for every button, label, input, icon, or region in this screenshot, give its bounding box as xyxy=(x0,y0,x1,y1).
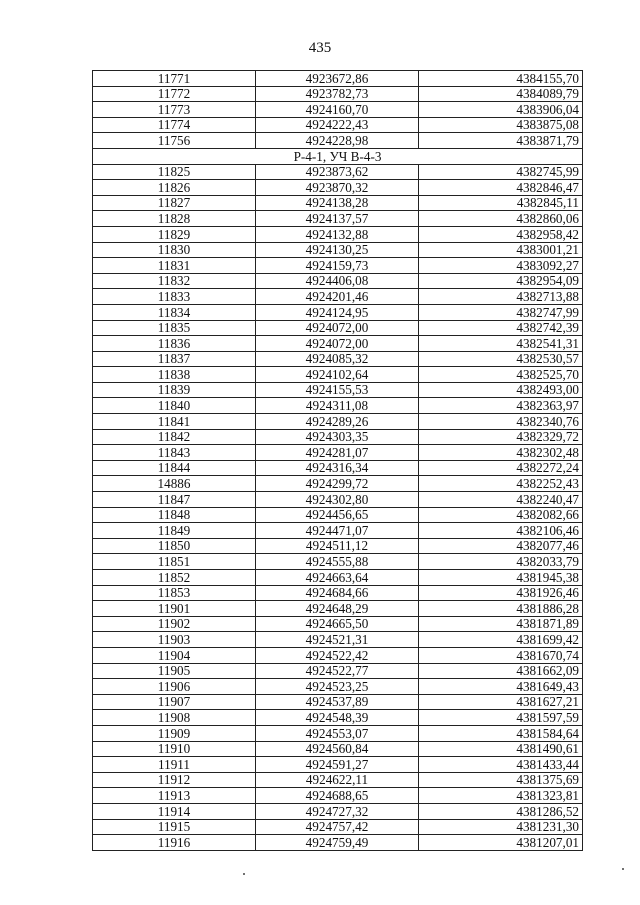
y-coordinate-cell: 4382958,42 xyxy=(419,226,583,242)
x-coordinate-cell: 4924289,26 xyxy=(256,414,419,430)
y-coordinate-cell: 4382302,48 xyxy=(419,445,583,461)
y-coordinate-cell: 4382329,72 xyxy=(419,429,583,445)
y-coordinate-cell: 4381945,38 xyxy=(419,570,583,586)
x-coordinate-cell: 4924648,29 xyxy=(256,601,419,617)
table-row xyxy=(93,476,583,492)
x-coordinate-cell: 4924759,49 xyxy=(256,835,419,851)
y-coordinate-cell: 4381231,30 xyxy=(419,819,583,835)
x-coordinate-cell: 4924684,66 xyxy=(256,585,419,601)
point-number-cell: 11906 xyxy=(93,679,256,695)
x-coordinate-cell: 4924471,07 xyxy=(256,523,419,539)
point-number-cell: 11853 xyxy=(93,585,256,601)
y-coordinate-cell: 4381597,59 xyxy=(419,710,583,726)
y-coordinate-cell: 4381323,81 xyxy=(419,788,583,804)
table-row xyxy=(93,195,583,211)
x-coordinate-cell: 4924302,80 xyxy=(256,492,419,508)
y-coordinate-cell: 4382525,70 xyxy=(419,367,583,383)
y-coordinate-cell: 4382272,24 xyxy=(419,460,583,476)
point-number-cell: 11844 xyxy=(93,460,256,476)
y-coordinate-cell: 4383875,08 xyxy=(419,117,583,133)
table-row xyxy=(93,164,583,180)
section-header-row xyxy=(93,148,583,164)
table-row xyxy=(93,273,583,289)
x-coordinate-cell: 4924757,42 xyxy=(256,819,419,835)
y-coordinate-cell: 4382363,97 xyxy=(419,398,583,414)
x-coordinate-cell: 4924456,65 xyxy=(256,507,419,523)
y-coordinate-cell: 4381662,09 xyxy=(419,663,583,679)
x-coordinate-cell: 4924548,39 xyxy=(256,710,419,726)
point-number-cell: 11840 xyxy=(93,398,256,414)
x-coordinate-cell: 4924521,31 xyxy=(256,632,419,648)
point-number-cell: 11842 xyxy=(93,429,256,445)
table-row xyxy=(93,819,583,835)
y-coordinate-cell: 4382713,88 xyxy=(419,289,583,305)
table-row xyxy=(93,258,583,274)
point-number-cell: 11851 xyxy=(93,554,256,570)
x-coordinate-cell: 4924553,07 xyxy=(256,725,419,741)
y-coordinate-cell: 4384155,70 xyxy=(419,71,583,87)
table-row xyxy=(93,429,583,445)
y-coordinate-cell: 4382845,11 xyxy=(419,195,583,211)
y-coordinate-cell: 4381584,64 xyxy=(419,725,583,741)
table-row xyxy=(93,351,583,367)
x-coordinate-cell: 4924159,73 xyxy=(256,258,419,274)
point-number-cell: 11904 xyxy=(93,647,256,663)
point-number-cell: 11835 xyxy=(93,320,256,336)
y-coordinate-cell: 4382340,76 xyxy=(419,414,583,430)
point-number-cell: 11839 xyxy=(93,382,256,398)
table-row xyxy=(93,570,583,586)
x-coordinate-cell: 4924522,42 xyxy=(256,647,419,663)
x-coordinate-cell: 4924299,72 xyxy=(256,476,419,492)
point-number-cell: 11826 xyxy=(93,180,256,196)
x-coordinate-cell: 4924228,98 xyxy=(256,133,419,149)
table-row xyxy=(93,679,583,695)
table-row xyxy=(93,133,583,149)
point-number-cell: 11827 xyxy=(93,195,256,211)
y-coordinate-cell: 4382033,79 xyxy=(419,554,583,570)
x-coordinate-cell: 4924406,08 xyxy=(256,273,419,289)
y-coordinate-cell: 4382077,46 xyxy=(419,538,583,554)
point-number-cell: 11911 xyxy=(93,757,256,773)
table-row xyxy=(93,757,583,773)
y-coordinate-cell: 4382747,99 xyxy=(419,304,583,320)
table-row xyxy=(93,741,583,757)
x-coordinate-cell: 4924311,08 xyxy=(256,398,419,414)
x-coordinate-cell: 4924222,43 xyxy=(256,117,419,133)
x-coordinate-cell: 4924303,35 xyxy=(256,429,419,445)
point-number-cell: 11903 xyxy=(93,632,256,648)
table-row xyxy=(93,507,583,523)
table-row xyxy=(93,242,583,258)
y-coordinate-cell: 4381670,74 xyxy=(419,647,583,663)
point-number-cell: 11901 xyxy=(93,601,256,617)
point-number-cell: 11837 xyxy=(93,351,256,367)
point-number-cell: 11915 xyxy=(93,819,256,835)
point-number-cell: 11771 xyxy=(93,71,256,87)
y-coordinate-cell: 4382240,47 xyxy=(419,492,583,508)
point-number-cell: 11849 xyxy=(93,523,256,539)
point-number-cell: 11834 xyxy=(93,304,256,320)
y-coordinate-cell: 4381871,89 xyxy=(419,616,583,632)
x-coordinate-cell: 4924316,34 xyxy=(256,460,419,476)
y-coordinate-cell: 4381649,43 xyxy=(419,679,583,695)
table-row xyxy=(93,647,583,663)
table-row xyxy=(93,86,583,102)
y-coordinate-cell: 4382493,00 xyxy=(419,382,583,398)
x-coordinate-cell: 4924622,11 xyxy=(256,772,419,788)
coordinates-table-body xyxy=(93,71,583,851)
table-row xyxy=(93,180,583,196)
table-row xyxy=(93,102,583,118)
point-number-cell: 11910 xyxy=(93,741,256,757)
x-coordinate-cell: 4924537,89 xyxy=(256,694,419,710)
x-coordinate-cell: 4924727,32 xyxy=(256,803,419,819)
point-number-cell: 11836 xyxy=(93,336,256,352)
y-coordinate-cell: 4382082,66 xyxy=(419,507,583,523)
table-row xyxy=(93,414,583,430)
table-row xyxy=(93,304,583,320)
point-number-cell: 11852 xyxy=(93,570,256,586)
point-number-cell: 11828 xyxy=(93,211,256,227)
x-coordinate-cell: 4924072,00 xyxy=(256,336,419,352)
point-number-cell: 11829 xyxy=(93,226,256,242)
point-number-cell: 11833 xyxy=(93,289,256,305)
x-coordinate-cell: 4924663,64 xyxy=(256,570,419,586)
table-row xyxy=(93,772,583,788)
x-coordinate-cell: 4923873,62 xyxy=(256,164,419,180)
x-coordinate-cell: 4924665,50 xyxy=(256,616,419,632)
table-row xyxy=(93,211,583,227)
y-coordinate-cell: 4383906,04 xyxy=(419,102,583,118)
point-number-cell: 11912 xyxy=(93,772,256,788)
y-coordinate-cell: 4381926,46 xyxy=(419,585,583,601)
table-row xyxy=(93,226,583,242)
table-row xyxy=(93,289,583,305)
point-number-cell: 11832 xyxy=(93,273,256,289)
x-coordinate-cell: 4924124,95 xyxy=(256,304,419,320)
point-number-cell: 11830 xyxy=(93,242,256,258)
x-coordinate-cell: 4924138,28 xyxy=(256,195,419,211)
point-number-cell: 11908 xyxy=(93,710,256,726)
table-row xyxy=(93,445,583,461)
y-coordinate-cell: 4382742,39 xyxy=(419,320,583,336)
point-number-cell: 11913 xyxy=(93,788,256,804)
y-coordinate-cell: 4381375,69 xyxy=(419,772,583,788)
table-row xyxy=(93,398,583,414)
x-coordinate-cell: 4924160,70 xyxy=(256,102,419,118)
scan-speck xyxy=(243,873,245,875)
point-number-cell: 11825 xyxy=(93,164,256,180)
point-number-cell: 11772 xyxy=(93,86,256,102)
scan-speck xyxy=(622,868,624,870)
x-coordinate-cell: 4924201,46 xyxy=(256,289,419,305)
table-row xyxy=(93,117,583,133)
coordinates-table xyxy=(92,70,583,851)
point-number-cell: 11841 xyxy=(93,414,256,430)
table-row xyxy=(93,523,583,539)
y-coordinate-cell: 4382846,47 xyxy=(419,180,583,196)
y-coordinate-cell: 4382745,99 xyxy=(419,164,583,180)
y-coordinate-cell: 4381627,21 xyxy=(419,694,583,710)
table-row xyxy=(93,336,583,352)
page-number: 435 xyxy=(308,40,332,56)
x-coordinate-cell: 4924281,07 xyxy=(256,445,419,461)
x-coordinate-cell: 4924560,84 xyxy=(256,741,419,757)
x-coordinate-cell: 4923672,86 xyxy=(256,71,419,87)
point-number-cell: 11909 xyxy=(93,725,256,741)
point-number-cell: 11905 xyxy=(93,663,256,679)
y-coordinate-cell: 4382106,46 xyxy=(419,523,583,539)
y-coordinate-cell: 4381886,28 xyxy=(419,601,583,617)
x-coordinate-cell: 4924102,64 xyxy=(256,367,419,383)
x-coordinate-cell: 4924137,57 xyxy=(256,211,419,227)
point-number-cell: 11848 xyxy=(93,507,256,523)
table-row xyxy=(93,725,583,741)
table-row xyxy=(93,71,583,87)
point-number-cell: 11838 xyxy=(93,367,256,383)
table-row xyxy=(93,585,583,601)
y-coordinate-cell: 4383871,79 xyxy=(419,133,583,149)
point-number-cell: 11843 xyxy=(93,445,256,461)
table-row xyxy=(93,382,583,398)
table-row xyxy=(93,694,583,710)
point-number-cell: 11850 xyxy=(93,538,256,554)
x-coordinate-cell: 4924155,53 xyxy=(256,382,419,398)
y-coordinate-cell: 4384089,79 xyxy=(419,86,583,102)
y-coordinate-cell: 4381286,52 xyxy=(419,803,583,819)
x-coordinate-cell: 4924132,88 xyxy=(256,226,419,242)
y-coordinate-cell: 4381207,01 xyxy=(419,835,583,851)
x-coordinate-cell: 4923782,73 xyxy=(256,86,419,102)
point-number-cell: 11847 xyxy=(93,492,256,508)
x-coordinate-cell: 4923870,32 xyxy=(256,180,419,196)
point-number-cell: 11902 xyxy=(93,616,256,632)
table-row xyxy=(93,492,583,508)
y-coordinate-cell: 4381699,42 xyxy=(419,632,583,648)
y-coordinate-cell: 4381490,61 xyxy=(419,741,583,757)
point-number-cell: 11914 xyxy=(93,803,256,819)
y-coordinate-cell: 4382860,06 xyxy=(419,211,583,227)
table-row xyxy=(93,663,583,679)
y-coordinate-cell: 4382252,43 xyxy=(419,476,583,492)
x-coordinate-cell: 4924130,25 xyxy=(256,242,419,258)
x-coordinate-cell: 4924523,25 xyxy=(256,679,419,695)
table-row xyxy=(93,320,583,336)
table-row xyxy=(93,835,583,851)
y-coordinate-cell: 4382541,31 xyxy=(419,336,583,352)
point-number-cell: 11774 xyxy=(93,117,256,133)
table-row xyxy=(93,632,583,648)
x-coordinate-cell: 4924072,00 xyxy=(256,320,419,336)
table-row xyxy=(93,788,583,804)
x-coordinate-cell: 4924085,32 xyxy=(256,351,419,367)
table-row xyxy=(93,616,583,632)
point-number-cell: 14886 xyxy=(93,476,256,492)
table-row xyxy=(93,803,583,819)
y-coordinate-cell: 4383092,27 xyxy=(419,258,583,274)
y-coordinate-cell: 4383001,21 xyxy=(419,242,583,258)
point-number-cell: 11773 xyxy=(93,102,256,118)
y-coordinate-cell: 4382954,09 xyxy=(419,273,583,289)
y-coordinate-cell: 4381433,44 xyxy=(419,757,583,773)
table-row xyxy=(93,710,583,726)
point-number-cell: 11831 xyxy=(93,258,256,274)
x-coordinate-cell: 4924688,65 xyxy=(256,788,419,804)
table-row xyxy=(93,601,583,617)
table-row xyxy=(93,538,583,554)
x-coordinate-cell: 4924555,88 xyxy=(256,554,419,570)
section-title: Р-4-1, УЧ В-4-3 xyxy=(93,148,583,164)
x-coordinate-cell: 4924591,27 xyxy=(256,757,419,773)
y-coordinate-cell: 4382530,57 xyxy=(419,351,583,367)
point-number-cell: 11907 xyxy=(93,694,256,710)
point-number-cell: 11756 xyxy=(93,133,256,149)
table-row xyxy=(93,554,583,570)
x-coordinate-cell: 4924511,12 xyxy=(256,538,419,554)
table-row xyxy=(93,367,583,383)
point-number-cell: 11916 xyxy=(93,835,256,851)
table-row xyxy=(93,460,583,476)
x-coordinate-cell: 4924522,77 xyxy=(256,663,419,679)
